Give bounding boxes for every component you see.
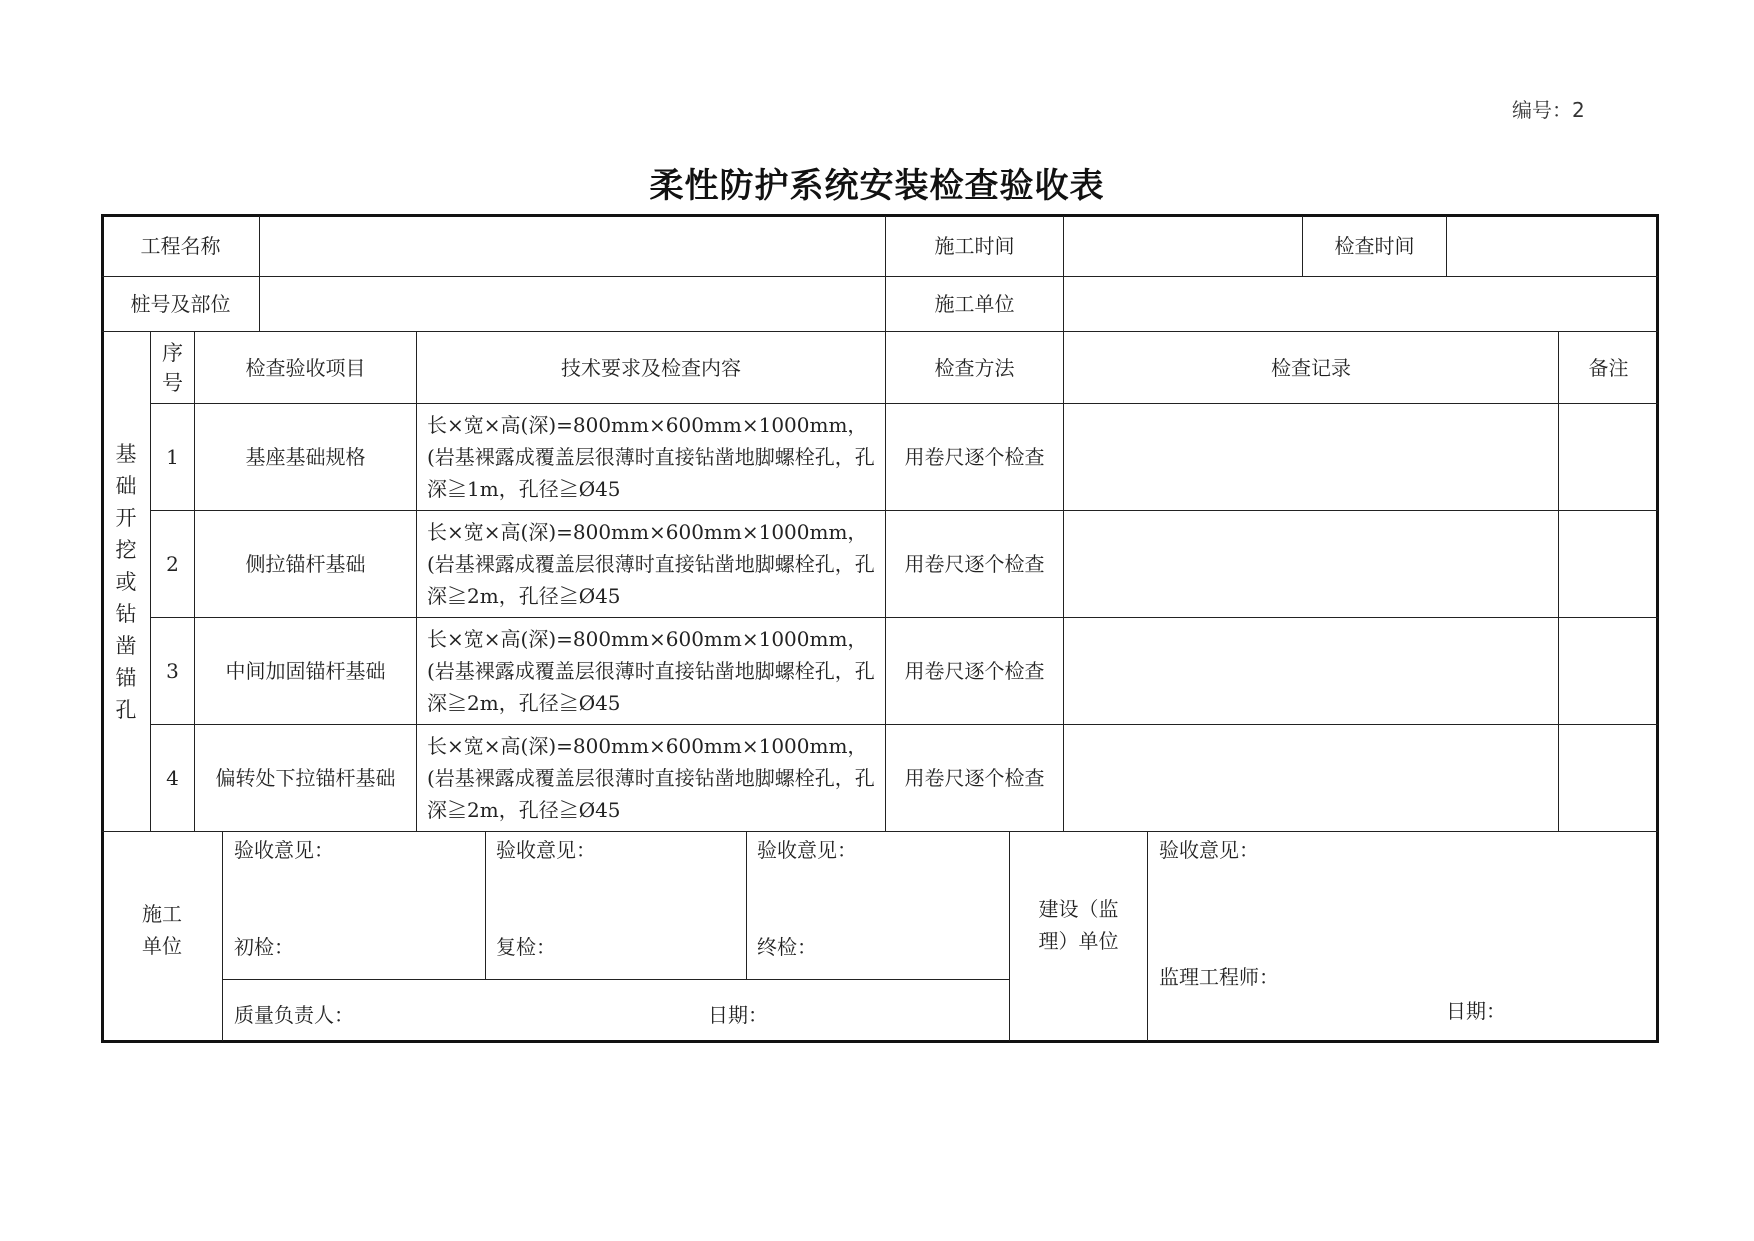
opinion-label-initial: 验收意见： [234,838,334,862]
grid-line [746,831,747,979]
supervising-engineer-label: 监理工程师： [1159,965,1279,989]
column-header-method: 检查方法 [934,355,1015,380]
construction-unit-field[interactable] [1064,277,1658,331]
quality-manager-label: 质量负责人： [234,1003,354,1027]
opinion-label-recheck: 验收意见： [496,838,596,862]
grid-line [1147,831,1148,1041]
row-4-item: 偏转处下拉锚杆基础 [215,766,396,790]
grid-line [485,831,486,979]
footer-construction-unit-label [130,890,194,970]
footer-construction-unit-text: 施工单位 [142,902,182,958]
opinion-label-final: 验收意见： [757,838,857,862]
supervision-unit-label [1010,870,1147,980]
re-check-label: 复检： [496,935,556,959]
inspection-time-field[interactable] [1447,216,1658,276]
column-header-no [151,332,194,403]
row-4-method: 用卷尺逐个检查 [904,766,1045,790]
construction-time-label: 施工时间 [934,234,1015,258]
grid-line [102,831,1658,832]
row-1-method: 用卷尺逐个检查 [904,445,1045,469]
row-3-requirement: 长×宽×高(深)=800mm×600mm×1000mm，(岩基裸露成覆盖层很薄时直接钻凿地脚螺栓孔，孔深≧2m，孔径≧Ø45 [427,627,875,715]
initial-check-label: 初检： [234,935,294,959]
grid-line [222,831,223,1041]
supervisor-date-label: 日期： [1446,999,1506,1023]
column-header-record: 检查记录 [1271,355,1351,380]
grid-line [222,979,1009,980]
row-3-method: 用卷尺逐个检查 [904,659,1045,683]
column-header-item: 检查验收项目 [245,355,366,380]
column-header-remark: 备注 [1588,355,1629,380]
project-name-label: 工程名称 [140,234,221,258]
row-4-no: 4 [166,766,179,790]
row-2-item: 侧拉锚杆基础 [245,552,366,576]
row-2-no: 2 [166,552,179,576]
station-field[interactable] [260,277,885,331]
group-label [102,332,150,831]
row-1-requirement: 长×宽×高(深)=800mm×600mm×1000mm，(岩基裸露成覆盖层很薄时直接钻凿地脚螺栓孔，孔深≧1m，孔径≧Ø45 [427,413,875,501]
construction-date-label: 日期： [708,1003,768,1027]
row-2-method: 用卷尺逐个检查 [904,552,1045,576]
supervision-unit-text: 建设（监理）单位 [1038,897,1119,953]
row-3-item: 中间加固锚杆基础 [225,659,386,683]
row-2-remark[interactable] [1559,511,1658,617]
row-2-record[interactable] [1064,511,1558,617]
final-check-label: 终检： [757,935,817,959]
row-3-remark[interactable] [1559,618,1658,724]
row-1-remark[interactable] [1559,404,1658,510]
row-4-remark[interactable] [1559,725,1658,831]
row-1-record[interactable] [1064,404,1558,510]
row-4-record[interactable] [1064,725,1558,831]
project-name-field[interactable] [260,216,885,276]
column-header-requirement: 技术要求及检查内容 [561,355,741,380]
inspection-time-label: 检查时间 [1334,234,1415,258]
station-label: 桩号及部位 [130,292,231,316]
construction-unit-label: 施工单位 [934,292,1015,316]
row-1-item: 基座基础规格 [245,445,366,469]
construction-time-field[interactable] [1064,216,1302,276]
row-4-requirement: 长×宽×高(深)=800mm×600mm×1000mm，(岩基裸露成覆盖层很薄时直接钻凿地脚螺栓孔，孔深≧2m，孔径≧Ø45 [427,734,875,822]
column-header-no-text: 序号 [162,340,183,395]
row-3-no: 3 [166,659,179,683]
document-number: 编号：2 [1512,98,1585,122]
form-title: 柔性防护系统安装检查验收表 [649,166,1105,206]
row-3-record[interactable] [1064,618,1558,724]
supervisor-opinion-label: 验收意见： [1159,838,1259,862]
row-1-no: 1 [166,445,179,469]
group-label-text: 基础开挖或钻凿锚孔 [115,441,137,722]
row-2-requirement: 长×宽×高(深)=800mm×600mm×1000mm，(岩基裸露成覆盖层很薄时直接钻凿地脚螺栓孔，孔深≧2m，孔径≧Ø45 [427,520,875,608]
